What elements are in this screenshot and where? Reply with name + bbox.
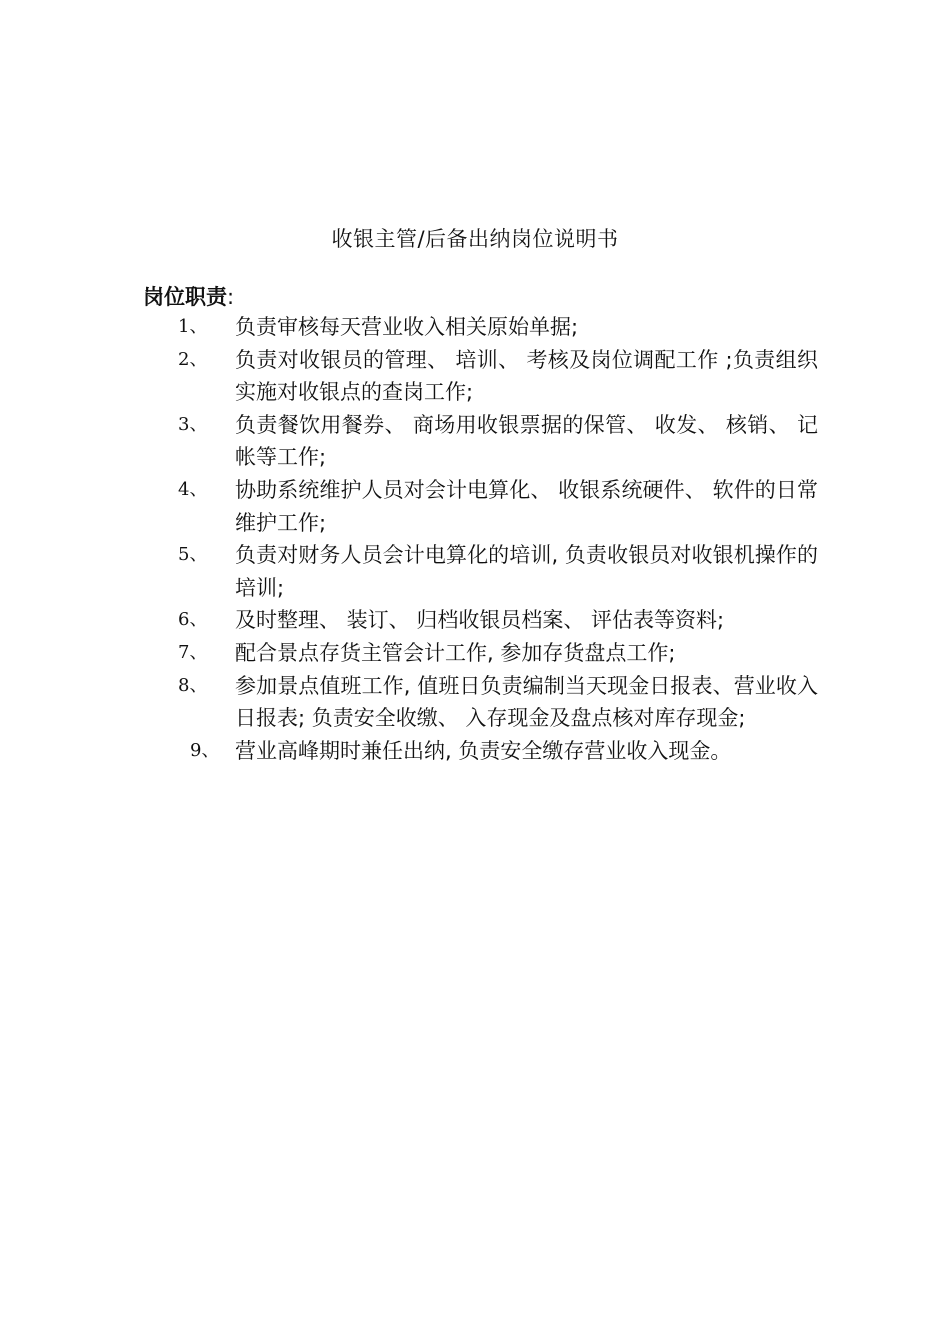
duty-text: 负责对收银员的管理、 培训、 考核及岗位调配工作 ;负责组织实施对收银点的查岗工作; (235, 347, 818, 405)
duty-number: 7、 (178, 641, 208, 663)
duty-item-5 (178, 539, 818, 604)
duty-text: 负责审核每天营业收入相关原始单据; (235, 315, 579, 339)
duty-text: 协助系统维护人员对会计电算化、 收银系统硬件、 软件的日常维护工作; (235, 477, 818, 535)
duty-text: 配合景点存货主管会计工作, 参加存货盘点工作; (235, 640, 676, 665)
section-heading (143, 282, 234, 312)
duty-item-2 (178, 344, 818, 409)
duty-item-6 (178, 604, 818, 637)
duty-number: 2、 (178, 348, 208, 370)
duty-item-7 (178, 637, 818, 670)
duty-text: 参加景点值班工作, 值班日负责编制当天现金日报表、营业收入日报表; 负责安全收缴、 入存现金及盘点核对库存现金; (235, 673, 818, 731)
duty-text: 负责对财务人员会计电算化的培训, 负责收银员对收银机操作的培训; (235, 543, 818, 600)
duty-number: 5、 (178, 544, 208, 566)
duty-text: 及时整理、 装订、 归档收银员档案、 评估表等资料; (235, 608, 725, 633)
duty-item-8 (178, 670, 818, 735)
duty-list (178, 311, 818, 767)
duty-number: 8、 (178, 674, 208, 696)
duty-text: 负责餐饮用餐券、 商场用收银票据的保管、 收发、 核销、 记帐等工作; (235, 412, 818, 470)
duty-number: 3、 (178, 413, 208, 435)
duty-number: 6、 (178, 609, 208, 631)
duty-number: 1、 (178, 316, 208, 337)
duty-text: 营业高峰期时兼任出纳, 负责安全缴存营业收入现金。 (235, 738, 732, 763)
duty-number: 9、 (190, 739, 220, 761)
section-heading-colon: : (227, 285, 235, 309)
duty-item-9 (178, 735, 818, 768)
section-heading-text: 岗位职责 (143, 285, 227, 309)
document-title: 收银主管/后备出纳岗位说明书 (331, 227, 619, 251)
duty-item-1 (178, 311, 818, 344)
duty-item-4 (178, 474, 818, 539)
duty-number: 4、 (178, 478, 208, 500)
duty-item-3 (178, 409, 818, 474)
